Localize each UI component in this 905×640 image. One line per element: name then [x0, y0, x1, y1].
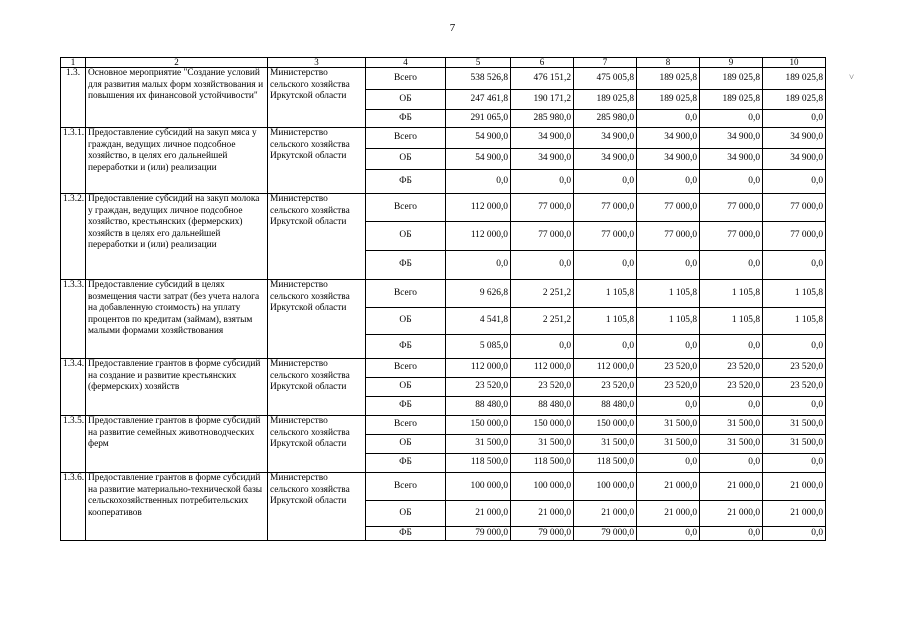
funding-source: ОБ — [366, 149, 446, 170]
amount-cell: 0,0 — [574, 170, 637, 194]
amount-cell: 291 065,0 — [446, 110, 511, 128]
amount-cell: 0,0 — [574, 251, 637, 280]
amount-cell: 0,0 — [700, 251, 763, 280]
amount-cell: 1 105,8 — [700, 308, 763, 335]
funding-source: ФБ — [366, 110, 446, 128]
amount-cell: 118 500,0 — [574, 454, 637, 473]
amount-cell: 1 105,8 — [574, 308, 637, 335]
table-row — [61, 194, 826, 222]
amount-cell: 77 000,0 — [763, 194, 826, 222]
amount-cell: 21 000,0 — [763, 501, 826, 527]
amount-cell: 189 025,8 — [637, 68, 700, 90]
amount-cell: 31 500,0 — [446, 435, 511, 454]
amount-cell: 31 500,0 — [511, 435, 574, 454]
amount-cell: 118 500,0 — [446, 454, 511, 473]
amount-cell: 77 000,0 — [574, 194, 637, 222]
funding-source: ФБ — [366, 335, 446, 359]
amount-cell: 0,0 — [763, 527, 826, 541]
amount-cell: 112 000,0 — [446, 222, 511, 251]
amount-cell: 34 900,0 — [637, 149, 700, 170]
amount-cell: 54 900,0 — [446, 128, 511, 149]
amount-cell: 77 000,0 — [700, 194, 763, 222]
amount-cell: 0,0 — [763, 454, 826, 473]
amount-cell: 23 520,0 — [637, 378, 700, 397]
amount-cell: 0,0 — [700, 170, 763, 194]
amount-cell: 34 900,0 — [763, 149, 826, 170]
amount-cell: 0,0 — [637, 335, 700, 359]
amount-cell: 88 480,0 — [511, 397, 574, 416]
amount-cell: 77 000,0 — [574, 222, 637, 251]
amount-cell: 0,0 — [511, 170, 574, 194]
funding-source: Всего — [366, 194, 446, 222]
amount-cell: 77 000,0 — [511, 222, 574, 251]
amount-cell: 34 900,0 — [574, 149, 637, 170]
funding-source: ОБ — [366, 435, 446, 454]
item-executor: Министерство сельского хозяйства Иркутской области — [268, 473, 366, 541]
amount-cell: 1 105,8 — [637, 308, 700, 335]
item-number: 1.3.1. — [61, 128, 86, 194]
amount-cell: 21 000,0 — [574, 501, 637, 527]
funding-source: ФБ — [366, 527, 446, 541]
amount-cell: 77 000,0 — [637, 222, 700, 251]
amount-cell: 79 000,0 — [511, 527, 574, 541]
amount-cell: 112 000,0 — [446, 359, 511, 378]
amount-cell: 21 000,0 — [700, 473, 763, 501]
amount-cell: 0,0 — [700, 527, 763, 541]
amount-cell: 0,0 — [763, 170, 826, 194]
col-header-10: 10 — [763, 58, 826, 68]
amount-cell: 21 000,0 — [763, 473, 826, 501]
item-executor: Министерство сельского хозяйства Иркутской области — [268, 280, 366, 359]
amount-cell: 23 520,0 — [763, 359, 826, 378]
amount-cell: 31 500,0 — [700, 435, 763, 454]
amount-cell: 0,0 — [637, 454, 700, 473]
amount-cell: 34 900,0 — [574, 128, 637, 149]
funding-source: Всего — [366, 68, 446, 90]
funding-source: Всего — [366, 359, 446, 378]
amount-cell: 538 526,8 — [446, 68, 511, 90]
table-row — [61, 128, 826, 149]
amount-cell: 88 480,0 — [446, 397, 511, 416]
amount-cell: 31 500,0 — [700, 416, 763, 435]
amount-cell: 21 000,0 — [637, 473, 700, 501]
amount-cell: 0,0 — [511, 251, 574, 280]
amount-cell: 54 900,0 — [446, 149, 511, 170]
amount-cell: 21 000,0 — [637, 501, 700, 527]
amount-cell: 189 025,8 — [763, 90, 826, 110]
item-description: Предоставление грантов в форме субсидий на развитие материально-технической базы сельскохозяйственных потребительских кооперативов — [86, 473, 268, 541]
item-description: Предоставление субсидий на закуп молока у граждан, ведущих личное подсобное хозяйство, крестьянских (фермерских) хозяйств в целях его дальнейшей переработки и (или) реализации — [86, 194, 268, 280]
amount-cell: 4 541,8 — [446, 308, 511, 335]
col-header-1: 1 — [61, 58, 86, 68]
amount-cell: 190 171,2 — [511, 90, 574, 110]
amount-cell: 0,0 — [637, 170, 700, 194]
amount-cell: 34 900,0 — [763, 128, 826, 149]
amount-cell: 23 520,0 — [574, 378, 637, 397]
amount-cell: 476 151,2 — [511, 68, 574, 90]
amount-cell: 2 251,2 — [511, 308, 574, 335]
funding-source: ОБ — [366, 90, 446, 110]
column-number-row — [61, 58, 826, 68]
col-header-2: 2 — [86, 58, 268, 68]
amount-cell: 21 000,0 — [700, 501, 763, 527]
amount-cell: 21 000,0 — [446, 501, 511, 527]
table-row — [61, 280, 826, 308]
amount-cell: 0,0 — [511, 335, 574, 359]
item-executor: Министерство сельского хозяйства Иркутской области — [268, 194, 366, 280]
funding-source: ОБ — [366, 378, 446, 397]
amount-cell: 0,0 — [763, 397, 826, 416]
amount-cell: 150 000,0 — [511, 416, 574, 435]
amount-cell: 34 900,0 — [700, 149, 763, 170]
item-number: 1.3. — [61, 68, 86, 128]
amount-cell: 247 461,8 — [446, 90, 511, 110]
item-description: Предоставление субсидий на закуп мяса у граждан, ведущих личное подсобное хозяйство, в целях его дальнейшей переработки и (или) реализации — [86, 128, 268, 194]
amount-cell: 0,0 — [637, 251, 700, 280]
amount-cell: 5 085,0 — [446, 335, 511, 359]
item-executor: Министерство сельского хозяйства Иркутской области — [268, 416, 366, 473]
item-description: Предоставление грантов в форме субсидий на развитие семейных животноводческих ферм — [86, 416, 268, 473]
amount-cell: 0,0 — [637, 397, 700, 416]
amount-cell: 0,0 — [446, 170, 511, 194]
amount-cell: 34 900,0 — [637, 128, 700, 149]
funding-source: Всего — [366, 473, 446, 501]
item-description: Основное мероприятие "Создание условий для развития малых форм хозяйствования и повышения их финансовой устойчивости" — [86, 68, 268, 128]
amount-cell: 23 520,0 — [511, 378, 574, 397]
amount-cell: 100 000,0 — [511, 473, 574, 501]
amount-cell: 0,0 — [763, 110, 826, 128]
amount-cell: 88 480,0 — [574, 397, 637, 416]
amount-cell: 79 000,0 — [446, 527, 511, 541]
funding-source: ОБ — [366, 501, 446, 527]
amount-cell: 112 000,0 — [446, 194, 511, 222]
amount-cell: 189 025,8 — [637, 90, 700, 110]
amount-cell: 100 000,0 — [574, 473, 637, 501]
amount-cell: 0,0 — [446, 251, 511, 280]
amount-cell: 189 025,8 — [700, 68, 763, 90]
amount-cell: 0,0 — [637, 527, 700, 541]
item-description: Предоставление субсидий в целях возмещения части затрат (без учета налога на добавленную стоимость) на уплату процентов по кредитам (займам), взятым малыми формами хозяйствования — [86, 280, 268, 359]
col-header-9: 9 — [700, 58, 763, 68]
table-row — [61, 473, 826, 501]
item-executor: Министерство сельского хозяйства Иркутской области — [268, 128, 366, 194]
amount-cell: 31 500,0 — [763, 435, 826, 454]
amount-cell: 150 000,0 — [574, 416, 637, 435]
amount-cell: 9 626,8 — [446, 280, 511, 308]
amount-cell: 1 105,8 — [763, 280, 826, 308]
funding-source: Всего — [366, 128, 446, 149]
amount-cell: 475 005,8 — [574, 68, 637, 90]
amount-cell: 1 105,8 — [574, 280, 637, 308]
amount-cell: 23 520,0 — [700, 359, 763, 378]
amount-cell: 285 980,0 — [511, 110, 574, 128]
amount-cell: 23 520,0 — [637, 359, 700, 378]
amount-cell: 23 520,0 — [763, 378, 826, 397]
amount-cell: 0,0 — [700, 454, 763, 473]
amount-cell: 112 000,0 — [574, 359, 637, 378]
item-number: 1.3.5. — [61, 416, 86, 473]
side-mark: ˅ — [849, 72, 855, 82]
amount-cell: 31 500,0 — [637, 416, 700, 435]
funding-source: Всего — [366, 280, 446, 308]
col-header-7: 7 — [574, 58, 637, 68]
amount-cell: 31 500,0 — [574, 435, 637, 454]
amount-cell: 0,0 — [763, 251, 826, 280]
funding-source: ФБ — [366, 397, 446, 416]
table-row — [61, 416, 826, 435]
item-number: 1.3.3. — [61, 280, 86, 359]
amount-cell: 0,0 — [700, 335, 763, 359]
amount-cell: 77 000,0 — [511, 194, 574, 222]
amount-cell: 189 025,8 — [700, 90, 763, 110]
funding-source: ФБ — [366, 170, 446, 194]
amount-cell: 1 105,8 — [763, 308, 826, 335]
item-executor: Министерство сельского хозяйства Иркутской области — [268, 68, 366, 128]
item-executor: Министерство сельского хозяйства Иркутской области — [268, 359, 366, 416]
item-number: 1.3.2. — [61, 194, 86, 280]
amount-cell: 112 000,0 — [511, 359, 574, 378]
table-row — [61, 359, 826, 378]
amount-cell: 118 500,0 — [511, 454, 574, 473]
amount-cell: 0,0 — [700, 110, 763, 128]
budget-table — [60, 57, 826, 541]
amount-cell: 1 105,8 — [637, 280, 700, 308]
amount-cell: 150 000,0 — [446, 416, 511, 435]
funding-source: ОБ — [366, 308, 446, 335]
amount-cell: 189 025,8 — [574, 90, 637, 110]
table-row — [61, 68, 826, 90]
amount-cell: 189 025,8 — [763, 68, 826, 90]
funding-source: ФБ — [366, 251, 446, 280]
amount-cell: 0,0 — [700, 397, 763, 416]
amount-cell: 31 500,0 — [763, 416, 826, 435]
amount-cell: 77 000,0 — [763, 222, 826, 251]
amount-cell: 0,0 — [763, 335, 826, 359]
item-description: Предоставление грантов в форме субсидий на создание и развитие крестьянских (фермерских) хозяйств — [86, 359, 268, 416]
amount-cell: 0,0 — [574, 335, 637, 359]
funding-source: ОБ — [366, 222, 446, 251]
col-header-6: 6 — [511, 58, 574, 68]
col-header-5: 5 — [446, 58, 511, 68]
item-number: 1.3.4. — [61, 359, 86, 416]
amount-cell: 34 900,0 — [511, 149, 574, 170]
amount-cell: 285 980,0 — [574, 110, 637, 128]
col-header-8: 8 — [637, 58, 700, 68]
page-number: 7 — [449, 22, 456, 34]
funding-source: ФБ — [366, 454, 446, 473]
amount-cell: 23 520,0 — [700, 378, 763, 397]
amount-cell: 100 000,0 — [446, 473, 511, 501]
funding-source: Всего — [366, 416, 446, 435]
item-number: 1.3.6. — [61, 473, 86, 541]
amount-cell: 77 000,0 — [700, 222, 763, 251]
amount-cell: 31 500,0 — [637, 435, 700, 454]
amount-cell: 23 520,0 — [446, 378, 511, 397]
amount-cell: 79 000,0 — [574, 527, 637, 541]
col-header-3: 3 — [268, 58, 366, 68]
amount-cell: 2 251,2 — [511, 280, 574, 308]
amount-cell: 34 900,0 — [511, 128, 574, 149]
amount-cell: 21 000,0 — [511, 501, 574, 527]
amount-cell: 77 000,0 — [637, 194, 700, 222]
col-header-4: 4 — [366, 58, 446, 68]
amount-cell: 1 105,8 — [700, 280, 763, 308]
amount-cell: 0,0 — [637, 110, 700, 128]
amount-cell: 34 900,0 — [700, 128, 763, 149]
